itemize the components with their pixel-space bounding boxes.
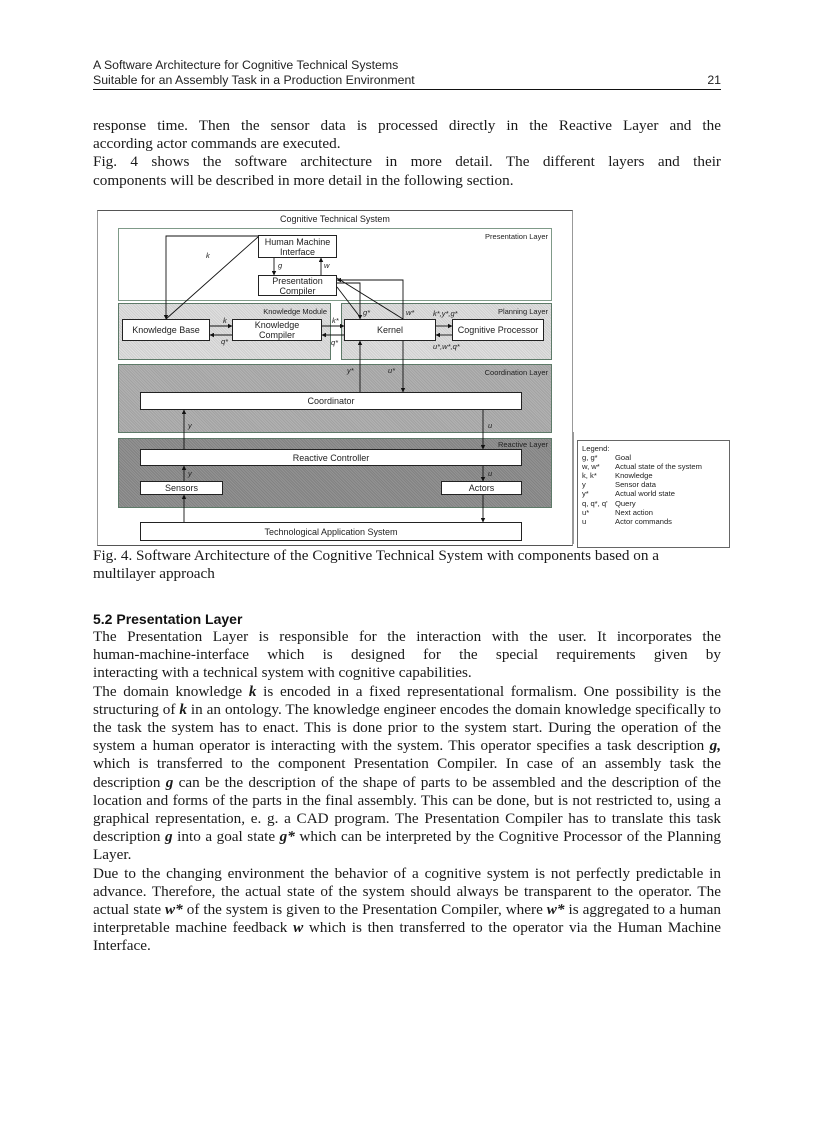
layer-label: Presentation Layer bbox=[485, 232, 548, 241]
var-w: w bbox=[293, 919, 304, 937]
knowledge-base-box bbox=[122, 319, 210, 341]
layer-label: Knowledge Module bbox=[263, 307, 327, 316]
legend-meaning: Goal bbox=[615, 453, 632, 463]
human-machine-interface-box bbox=[258, 235, 337, 258]
actors-box bbox=[441, 481, 522, 495]
signal-y-coord: y bbox=[188, 421, 192, 430]
var-g: g, bbox=[709, 737, 721, 755]
var-g-star: g* bbox=[279, 828, 295, 846]
box-text: Cognitive Processor bbox=[457, 325, 539, 335]
legend-symbol: u* bbox=[582, 507, 590, 517]
legend-symbol: u bbox=[582, 516, 587, 526]
box-text: Interface bbox=[279, 246, 316, 257]
legend-meaning: Actual world state bbox=[615, 489, 675, 499]
signal-w-star: w* bbox=[406, 308, 415, 317]
technological-application-system-box bbox=[140, 522, 522, 541]
var-w-star: w* bbox=[165, 901, 183, 919]
signal-k-y-g: k*,y*,g* bbox=[433, 309, 458, 318]
layer-label: Reactive Layer bbox=[497, 440, 548, 449]
var-w-star: w* bbox=[546, 901, 565, 919]
legend-item bbox=[582, 471, 725, 480]
paragraph-2 bbox=[93, 683, 721, 865]
reactive-controller-box bbox=[140, 449, 522, 466]
figure-caption bbox=[93, 547, 721, 583]
signal-y-star: y* bbox=[347, 366, 354, 375]
signal-w: w bbox=[324, 261, 330, 270]
signal-u-w-q: u*,w*,q* bbox=[433, 342, 460, 351]
coordinator-box bbox=[140, 392, 522, 410]
figure-title: Cognitive Technical System bbox=[280, 214, 390, 224]
legend-symbol: k, k* bbox=[582, 471, 597, 481]
signal-u-react: u bbox=[488, 469, 493, 478]
section-heading: 5.2 Presentation Layer bbox=[93, 611, 243, 627]
layer-label: Coordination Layer bbox=[484, 368, 548, 377]
legend-meaning: Sensor data bbox=[615, 480, 656, 490]
layer-label: Planning Layer bbox=[497, 307, 548, 316]
var-k: k bbox=[179, 700, 187, 718]
paragraph-3 bbox=[93, 865, 721, 956]
intro-line: response time. Then the sensor data is processed directly in the Reactive Layer and the bbox=[93, 117, 721, 134]
text-run: The domain knowledge bbox=[93, 682, 249, 700]
legend-title: Legend: bbox=[582, 444, 610, 453]
box-text: Reactive Controller bbox=[292, 452, 370, 463]
signal-u-star: u* bbox=[388, 366, 396, 375]
text-run: can be the description of the shape of parts to be assembled and the description of the location and forms of the parts in the final assembly. This can be done, but is not restricted to, using a graphical representation, e. g. a CAD program. The Presentation Compiler has to translate this task description bbox=[93, 773, 721, 846]
header-line-1: A Software Architecture for Cognitive Technical Systems bbox=[93, 58, 399, 72]
legend-item bbox=[582, 480, 725, 489]
knowledge-compiler-box bbox=[232, 319, 322, 341]
section-body bbox=[93, 628, 721, 956]
legend-item bbox=[582, 499, 725, 508]
box-text: Actors bbox=[468, 483, 495, 493]
legend-frame-divider bbox=[573, 432, 574, 544]
signal-y-react: y bbox=[188, 469, 192, 478]
box-text: Technological Application System bbox=[264, 526, 398, 537]
cognitive-processor-box bbox=[452, 319, 544, 341]
var-g: g bbox=[165, 828, 173, 846]
box-text: Coordinator bbox=[307, 396, 355, 406]
signal-k-left: k bbox=[223, 316, 227, 325]
running-header-title bbox=[93, 58, 721, 72]
presentation-compiler-box bbox=[258, 275, 337, 296]
box-text: Compiler bbox=[279, 285, 316, 296]
text-run: of the system is given to the Presentation Compiler, where bbox=[182, 901, 547, 919]
box-text: Presentation bbox=[272, 275, 323, 286]
signal-u-coord: u bbox=[488, 421, 493, 430]
intro-line: Fig. 4 shows the software architecture in more detail. The different layers and their bbox=[93, 153, 721, 171]
legend-item bbox=[582, 462, 725, 471]
legend-symbol: g, g* bbox=[582, 453, 598, 463]
box-text: Knowledge Base bbox=[132, 325, 200, 335]
caption-line: Fig. 4. Software Architecture of the Cognitive Technical System with components based on a bbox=[93, 547, 659, 564]
legend-meaning: Query bbox=[615, 498, 636, 508]
box-text: Sensors bbox=[164, 483, 199, 493]
text-run: which can be interpreted by the Cognitive Processor of the Planning Layer. bbox=[93, 828, 721, 864]
caption-line: multilayer approach bbox=[93, 565, 215, 583]
legend-item bbox=[582, 489, 725, 498]
legend-item bbox=[582, 453, 725, 462]
legend-meaning: Actual state of the system bbox=[615, 462, 702, 472]
signal-k: k bbox=[206, 251, 210, 260]
running-header-subtitle bbox=[93, 73, 721, 87]
paragraph-line: human-machine-interface which is designed for the special requirements given by bbox=[93, 646, 721, 664]
legend-symbol: w, w* bbox=[582, 462, 600, 472]
text-run: which is then transferred to the operator via the Human Machine Interface. bbox=[93, 919, 722, 955]
signal-q-star: q* bbox=[331, 338, 339, 347]
box-text: Kernel bbox=[376, 325, 403, 335]
text-run: into a goal state bbox=[172, 828, 280, 846]
box-text: Compiler bbox=[258, 330, 295, 340]
text-run: which is transferred to the component Presentation Compiler. In case of an assembly task the description bbox=[93, 755, 721, 791]
kernel-box bbox=[344, 319, 436, 341]
signal-g-star: g* bbox=[363, 308, 371, 317]
box-text: Human Machine bbox=[264, 236, 331, 247]
legend-symbol: q, q*, q' bbox=[582, 498, 608, 508]
paragraph-line: The Presentation Layer is responsible for the interaction with the user. It incorporates the bbox=[93, 628, 721, 645]
legend-item bbox=[582, 517, 725, 526]
signal-q-star-left: q* bbox=[221, 337, 229, 346]
legend-symbol: y* bbox=[582, 489, 589, 499]
var-k: k bbox=[248, 682, 257, 700]
legend-meaning: Actor commands bbox=[615, 516, 672, 526]
text-run: is aggregated to a human interpretable machine feedback bbox=[93, 901, 721, 937]
sensors-box bbox=[140, 481, 223, 495]
figure-legend bbox=[577, 440, 730, 548]
page-number: 21 bbox=[707, 73, 721, 87]
intro-line: according actor commands are executed. bbox=[93, 135, 341, 153]
header-rule bbox=[93, 89, 721, 90]
architecture-figure bbox=[97, 210, 573, 546]
signal-g: g bbox=[278, 261, 283, 270]
intro-text bbox=[93, 117, 721, 190]
text-run: in an ontology. The knowledge engineer encodes the domain knowledge specifically to the task the system has to enact. This is done prior to the system start. During the operation of the system a human operator is interacting with the system. This operator specifies a task description bbox=[93, 700, 721, 755]
text-run: is encoded in a fixed representational formalism. One possibility is the structuring of bbox=[93, 682, 721, 718]
legend-meaning: Knowledge bbox=[615, 471, 653, 481]
header-line-2: Suitable for an Assembly Task in a Production Environment bbox=[93, 73, 415, 87]
var-g: g bbox=[165, 773, 174, 791]
paragraph-line: interacting with a technical system with cognitive capabilities. bbox=[93, 664, 472, 682]
intro-line: components will be described in more detail in the following section. bbox=[93, 171, 514, 189]
legend-symbol: y bbox=[582, 480, 586, 490]
signal-k-star: k* bbox=[332, 316, 339, 325]
box-text: Knowledge bbox=[254, 320, 300, 330]
legend-item bbox=[582, 508, 725, 517]
text-run: Due to the changing environment the behavior of a cognitive system is not perfectly predictable in advance. Therefore, the actual state of the system should always be transparent to the operator. The actual state bbox=[93, 864, 721, 919]
legend-meaning: Next action bbox=[615, 507, 653, 517]
